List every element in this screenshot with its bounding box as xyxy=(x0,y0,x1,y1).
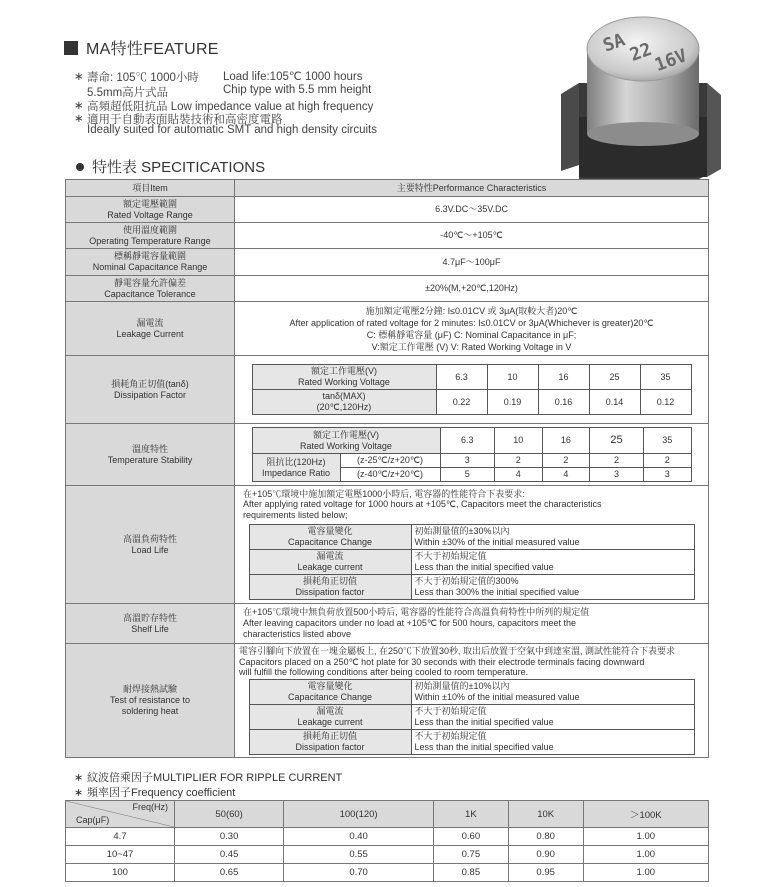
table-row: 10~47 0.45 0.55 0.75 0.90 1.00 xyxy=(66,846,709,864)
capacitor-marking: 22 xyxy=(627,38,655,67)
square-bullet-icon xyxy=(64,41,78,55)
table-row: 溫度特性 Temperature Stability 額定工作電壓(V) Rated Working Voltage 6.3 10 16 25 35 阻抗比(120Hz) Impedance Ratio (z-25℃/z+20℃) 3 2 2 2 2 (z-40℃/z+20℃) 5 4 4 3 3 xyxy=(66,424,709,486)
spec-title: 特性表 SPECITICATIONS xyxy=(92,159,266,176)
smd-capacitor-image xyxy=(549,9,727,179)
solder-heat-table: 電容量變化 Capacitance Change 初始測量值的±10%以內 Within ±10% of the initial measured value 漏電流 Leakage current 不大于初始規定值 Less than the initial specified value 損耗角正切值 Dissipation factor 不大于初始規定值 Less than the initial specified value xyxy=(249,679,695,755)
table-row: 額定電壓範圍 Rated Voltage Range 6.3V.DC～35V.DC xyxy=(66,197,709,223)
frequency-note: ∗ 頻率因子Frequency coefficient xyxy=(74,787,236,799)
table-row: 耐焊接熱試驗 Test of resistance to soldering heat 電容引腳向下放置在一塊金屬板上, 在250℃下放置30秒, 取出后放置于空氣中到達室溫, 測試性能符合下表要求 Capacitors placed on a 250℃ hot plate for 30 seconds with their electrode terminals facing downward will fulfill the following conditions after being cooled to room temperature. 電容量變化 Capacitance Change 初始測量值的±10%以內 Within ±10% of the initial measured value 漏電流 Leakage current 不大于初始規定值 Less than the initial specified value 損耗角正切值 Dissipation factor 不大于初始規定值 Less than the initial specified value xyxy=(66,644,709,758)
freq-header: 100(120) xyxy=(284,801,434,828)
freq-header: 1K xyxy=(433,801,508,828)
feature-title: MA特性FEATURE xyxy=(86,41,219,58)
frequency-table xyxy=(65,800,709,882)
table-row: 標稱靜電容量範圍 Nominal Capacitance Range 4.7μF～100μF xyxy=(66,249,709,276)
table-row: 靜電容量允許偏差 Capacitance Tolerance ±20%(M,+20℃,120Hz) xyxy=(66,276,709,302)
bullet-icon xyxy=(76,163,84,171)
table-row: 損耗角正切值(tanδ) Dissipation Factor 額定工作電壓(V) Rated Working Voltage 6.3 10 16 25 35 tanδ(MAX) (20℃,120Hz) 0.22 0.19 0.16 0.14 0.12 xyxy=(66,356,709,424)
temperature-table: 額定工作電壓(V) Rated Working Voltage 6.3 10 16 25 35 阻抗比(120Hz) Impedance Ratio (z-25℃/z+20℃) 3 2 2 2 2 (z-40℃/z+20℃) 5 4 4 3 3 xyxy=(252,427,692,482)
load-life-table: 電容量變化 Capacitance Change 初始測量值的±30%以內 Within ±30% of the initial measured value 漏電流 Leakage current 不大于初始規定值 Less than the initial specified value 損耗角正切值 Dissipation factor 不大于初始規定值的300% Less than 300% the initial specified value xyxy=(249,524,695,600)
spec-header xyxy=(76,156,265,177)
spec-table xyxy=(65,179,709,758)
table-row: 4.7 0.30 0.40 0.60 0.80 1.00 xyxy=(66,828,709,846)
table-row: 100 0.65 0.70 0.85 0.95 1.00 xyxy=(66,864,709,882)
capacitor-marking: 16V xyxy=(652,45,690,77)
table-row: 使用溫度範圍 Operating Temperature Range -40℃～+105℃ xyxy=(66,223,709,249)
freq-header: ＞100K xyxy=(583,801,708,828)
ripple-note: ∗ 紋波倍乘因子MULTIPLIER FOR RIPPLE CURRENT xyxy=(74,772,343,784)
dissipation-table: 額定工作電壓(V) Rated Working Voltage 6.3 10 16 25 35 tanδ(MAX) (20℃,120Hz) 0.22 0.19 0.16 0.14 0.12 xyxy=(252,364,692,415)
col-main-header: 主要特性Performance Characteristics xyxy=(235,180,709,197)
freq-header: 10K xyxy=(508,801,583,828)
table-row: 漏電流 Leakage Current 施加額定電壓2分鐘: I≤0.01CV 或 3μA(取較大者)20℃ After application of rated voltage for 2 minutes: I≤0.01CV or 3μA(Whichever is greater)20℃ C: 標稱靜電容量 (μF) C: Nominal Capacitance in μF; V:額定工作電壓 (V) V: Rated Working Voltage in V xyxy=(66,302,709,356)
table-row: 高溫負荷特性 Load Life 在+105℃環境中施加額定電壓1000小時后, 電容器的性能符合下表要求: After applying rated voltage for 1000 hours at +105℃, Capacitors meet the characteristics requirements listed below; 電容量變化 Capacitance Change 初始測量值的±30%以內 Within ±30% of the initial measured value 漏電流 Leakage current 不大于初始規定值 Less than the initial specified value 損耗角正切值 Dissipation factor 不大于初始規定值的300% Less than 300% the initial specified value xyxy=(66,486,709,604)
col-item-header: 項目Item xyxy=(66,180,235,197)
freq-header: 50(60) xyxy=(175,801,284,828)
capacitor-marking: SA xyxy=(600,29,628,57)
feature-header xyxy=(64,36,219,59)
table-row: 高溫貯存特性 Shelf Life 在+105℃環境中無負荷放置500小時后, 電容器的性能符合高溫負荷特性中所列的規定值 After leaving capacitors under no load at +105℃ for 500 hours, capacitors meet the characteristics listed above xyxy=(66,604,709,644)
table-corner-cell: Freq(Hz) Cap(μF) xyxy=(66,801,174,827)
